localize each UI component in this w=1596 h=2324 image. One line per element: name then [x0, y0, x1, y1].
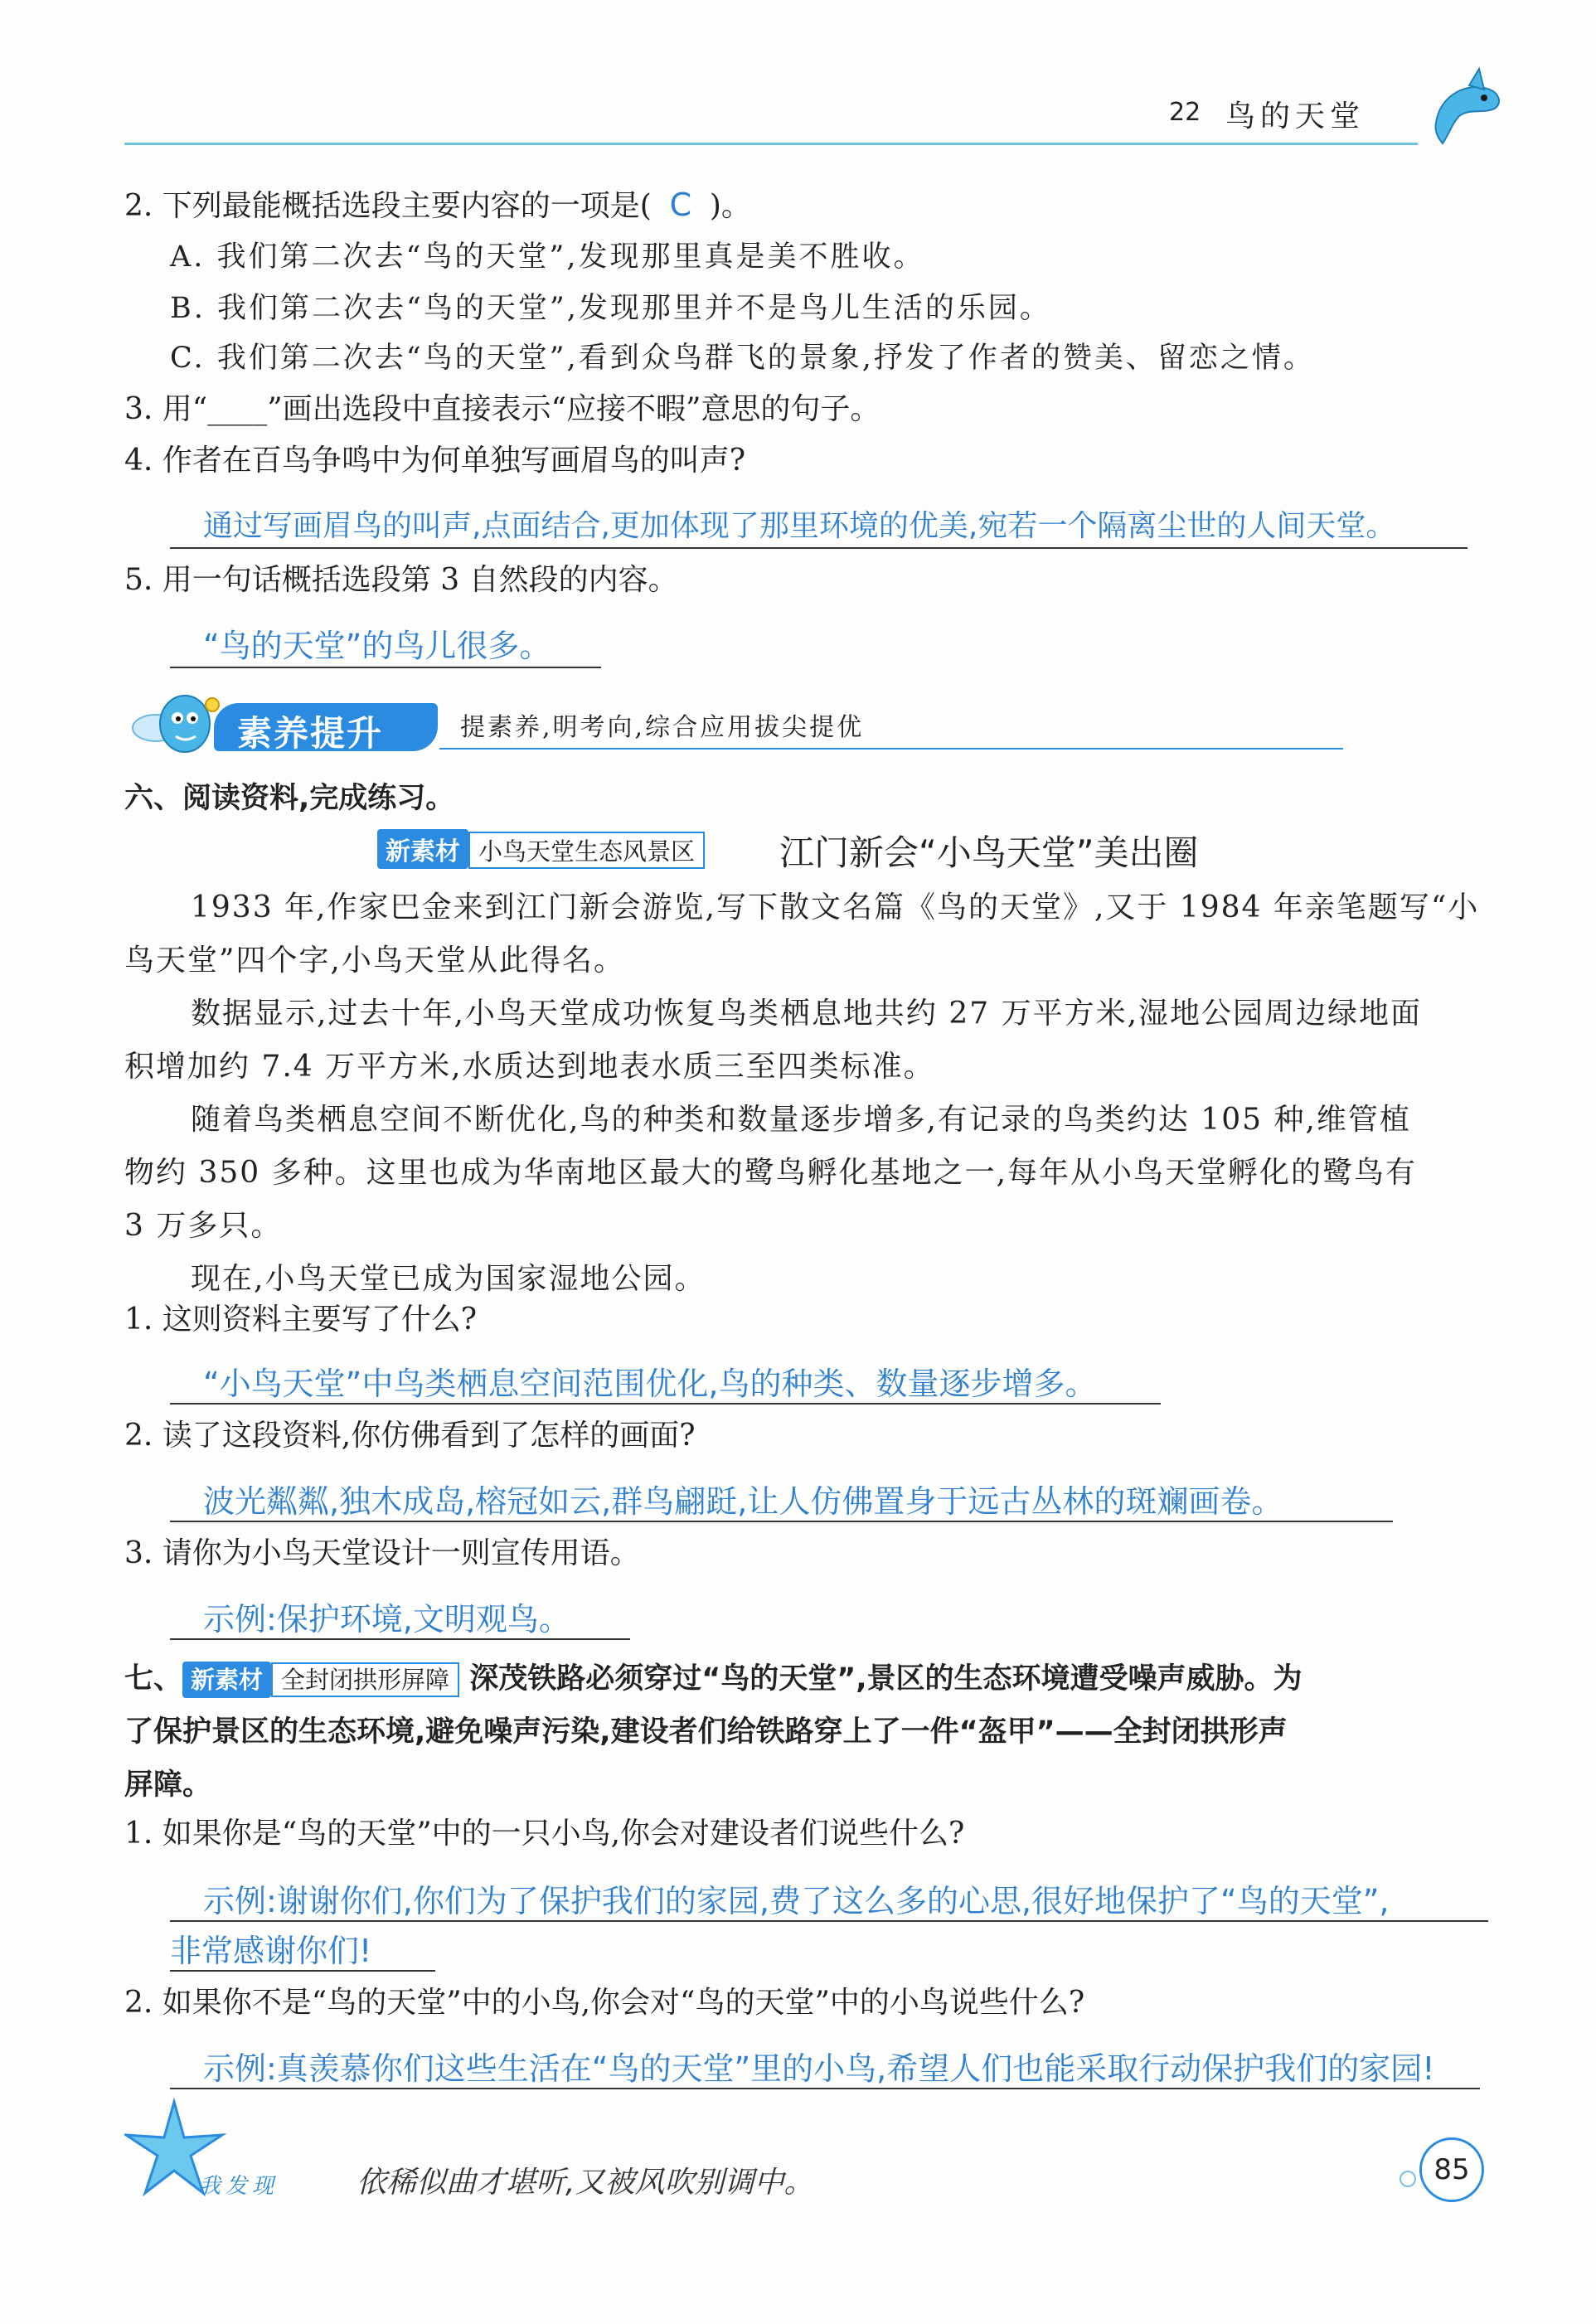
- question-2: [124, 184, 751, 226]
- part7-answer-2-rule: [170, 2088, 1480, 2089]
- material-label-7: 全封闭拱形屏障: [271, 1662, 459, 1697]
- header-rule: [124, 143, 1418, 145]
- question-5: 5. 用一句话概括选段第 3 自然段的内容。: [124, 563, 678, 597]
- part7-answer-1-rule2: [170, 1970, 435, 1972]
- part6-answer-2: 波光粼粼,独木成岛,榕冠如云,群鸟翩跹,让人仿佛置身于远古丛林的斑斓画卷。: [203, 1483, 1283, 1520]
- answer-5: “鸟的天堂”的鸟儿很多。: [203, 628, 551, 664]
- material-label: 小鸟天堂生态风景区: [468, 832, 705, 869]
- part7-intro-line-1: 深茂铁路必须穿过“鸟的天堂”,景区的生态环境遭受噪声威胁。为: [469, 1662, 1303, 1696]
- part7-answer-1-line1: 示例:谢谢你们,你们为了保护我们的家园,费了这么多的心思,很好地保护了“鸟的天堂”,: [203, 1883, 1390, 1919]
- option-b: B. 我们第二次去“鸟的天堂”,发现那里并不是鸟儿生活的乐园。: [170, 292, 1051, 325]
- section-banner: [214, 703, 438, 754]
- article-line-2: 鸟天堂”四个字,小鸟天堂从此得名。: [124, 944, 625, 978]
- footer-quote: 依稀似曲才堪听,又被风吹别调中。: [357, 2166, 814, 2200]
- part6-answer-1: “小鸟天堂”中鸟类栖息空间范围优化,鸟的种类、数量逐步增多。: [203, 1366, 1097, 1402]
- section-banner-rule: [439, 748, 1343, 750]
- page-number: [1419, 2137, 1484, 2202]
- article-line-3: 数据显示,过去十年,小鸟天堂成功恢复鸟类栖息地共约 27 万平方米,湿地公园周边绿地面: [191, 997, 1423, 1031]
- article-line-4: 积增加约 7.4 万平方米,水质达到地表水质三至四类标准。: [124, 1050, 935, 1084]
- footer-badge: 我发现: [199, 2174, 279, 2199]
- article-line-8: 现在,小鸟天堂已成为国家湿地公园。: [191, 1262, 706, 1296]
- option-a: A. 我们第二次去“鸟的天堂”,发现那里真是美不胜收。: [170, 240, 925, 274]
- part7-answer-1-rule1: [170, 1920, 1488, 1922]
- part6-answer-2-line: [170, 1521, 1393, 1522]
- section-banner-subtitle: 提素养,明考向,综合应用拔尖提优: [460, 713, 865, 742]
- answer-4-line: [170, 547, 1467, 549]
- lesson-title: 鸟的天堂: [1225, 99, 1366, 133]
- dolphin-icon: [1419, 65, 1511, 156]
- part7-question-1: 1. 如果你是“鸟的天堂”中的一只小鸟,你会对建设者们说些什么?: [124, 1817, 965, 1851]
- part7-intro-3: 屏障。: [124, 1768, 212, 1802]
- answer-4: 通过写画眉鸟的叫声,点面结合,更加体现了那里环境的优美,宛若一个隔离尘世的人间天堂。: [203, 509, 1396, 543]
- question-4: 4. 作者在百鸟争鸣中为何单独写画眉鸟的叫声?: [124, 444, 746, 478]
- article-title: 江门新会“小鸟天堂”美出圈: [779, 832, 1199, 873]
- question-3: 3. 用“____”画出选段中直接表示“应接不暇”意思的句子。: [124, 392, 880, 426]
- part6-answer-1-line: [170, 1403, 1161, 1405]
- question-2-answer: C: [669, 187, 692, 223]
- part6-tag-row: [377, 829, 705, 869]
- section-banner-title: 素养提升: [237, 713, 384, 754]
- article-line-7: 3 万多只。: [124, 1209, 283, 1243]
- footer-dot: [1400, 2171, 1416, 2187]
- article-line-1: 1933 年,作家巴金来到江门新会游览,写下散文名篇《鸟的天堂》,又于 1984 年亲笔题写“小: [191, 890, 1480, 924]
- part7-question-2: 2. 如果你不是“鸟的天堂”中的小鸟,你会对“鸟的天堂”中的小鸟说些什么?: [124, 1986, 1085, 2020]
- option-c: C. 我们第二次去“鸟的天堂”,看到众鸟群飞的景象,抒发了作者的赞美、留恋之情。: [170, 342, 1315, 375]
- article-line-5: 随着鸟类栖息空间不断优化,鸟的种类和数量逐步增多,有记录的鸟类约达 105 种,维管植: [191, 1103, 1411, 1137]
- part7-answer-1-line2: 非常感谢你们!: [170, 1933, 372, 1969]
- part6-heading: 六、阅读资料,完成练习。: [124, 782, 455, 815]
- article-line-6: 物约 350 多种。这里也成为华南地区最大的鹭鸟孵化基地之一,每年从小鸟天堂孵化的鹭鸟有: [124, 1156, 1418, 1190]
- part6-answer-3-line: [170, 1638, 630, 1640]
- part7-number: 七、: [124, 1662, 183, 1696]
- lesson-number: 22: [1169, 98, 1201, 127]
- part6-question-3: 3. 请你为小鸟天堂设计一则宣传用语。: [124, 1536, 640, 1570]
- question-2-text: 2. 下列最能概括选段主要内容的一项是(: [124, 189, 652, 223]
- question-2-close: )。: [709, 189, 751, 223]
- new-material-tag-7: 新素材: [182, 1662, 271, 1698]
- part6-answer-3: 示例:保护环境,文明观鸟。: [203, 1601, 570, 1637]
- part7-answer-2: 示例:真羡慕你们这些生活在“鸟的天堂”里的小鸟,希望人们也能采取行动保护我们的家园!: [203, 2050, 1435, 2087]
- part6-question-1: 1. 这则资料主要写了什么?: [124, 1303, 478, 1337]
- new-material-tag: 新素材: [377, 829, 468, 869]
- page-number-text: 85: [1433, 2153, 1470, 2186]
- part6-question-2: 2. 读了这段资料,你仿佛看到了怎样的画面?: [124, 1419, 696, 1453]
- answer-5-line: [170, 667, 601, 668]
- part7-intro-2: 了保护景区的生态环境,避免噪声污染,建设者们给铁路穿上了一件“盔甲”——全封闭拱形声: [124, 1715, 1288, 1749]
- part7-intro-1: [124, 1655, 1303, 1703]
